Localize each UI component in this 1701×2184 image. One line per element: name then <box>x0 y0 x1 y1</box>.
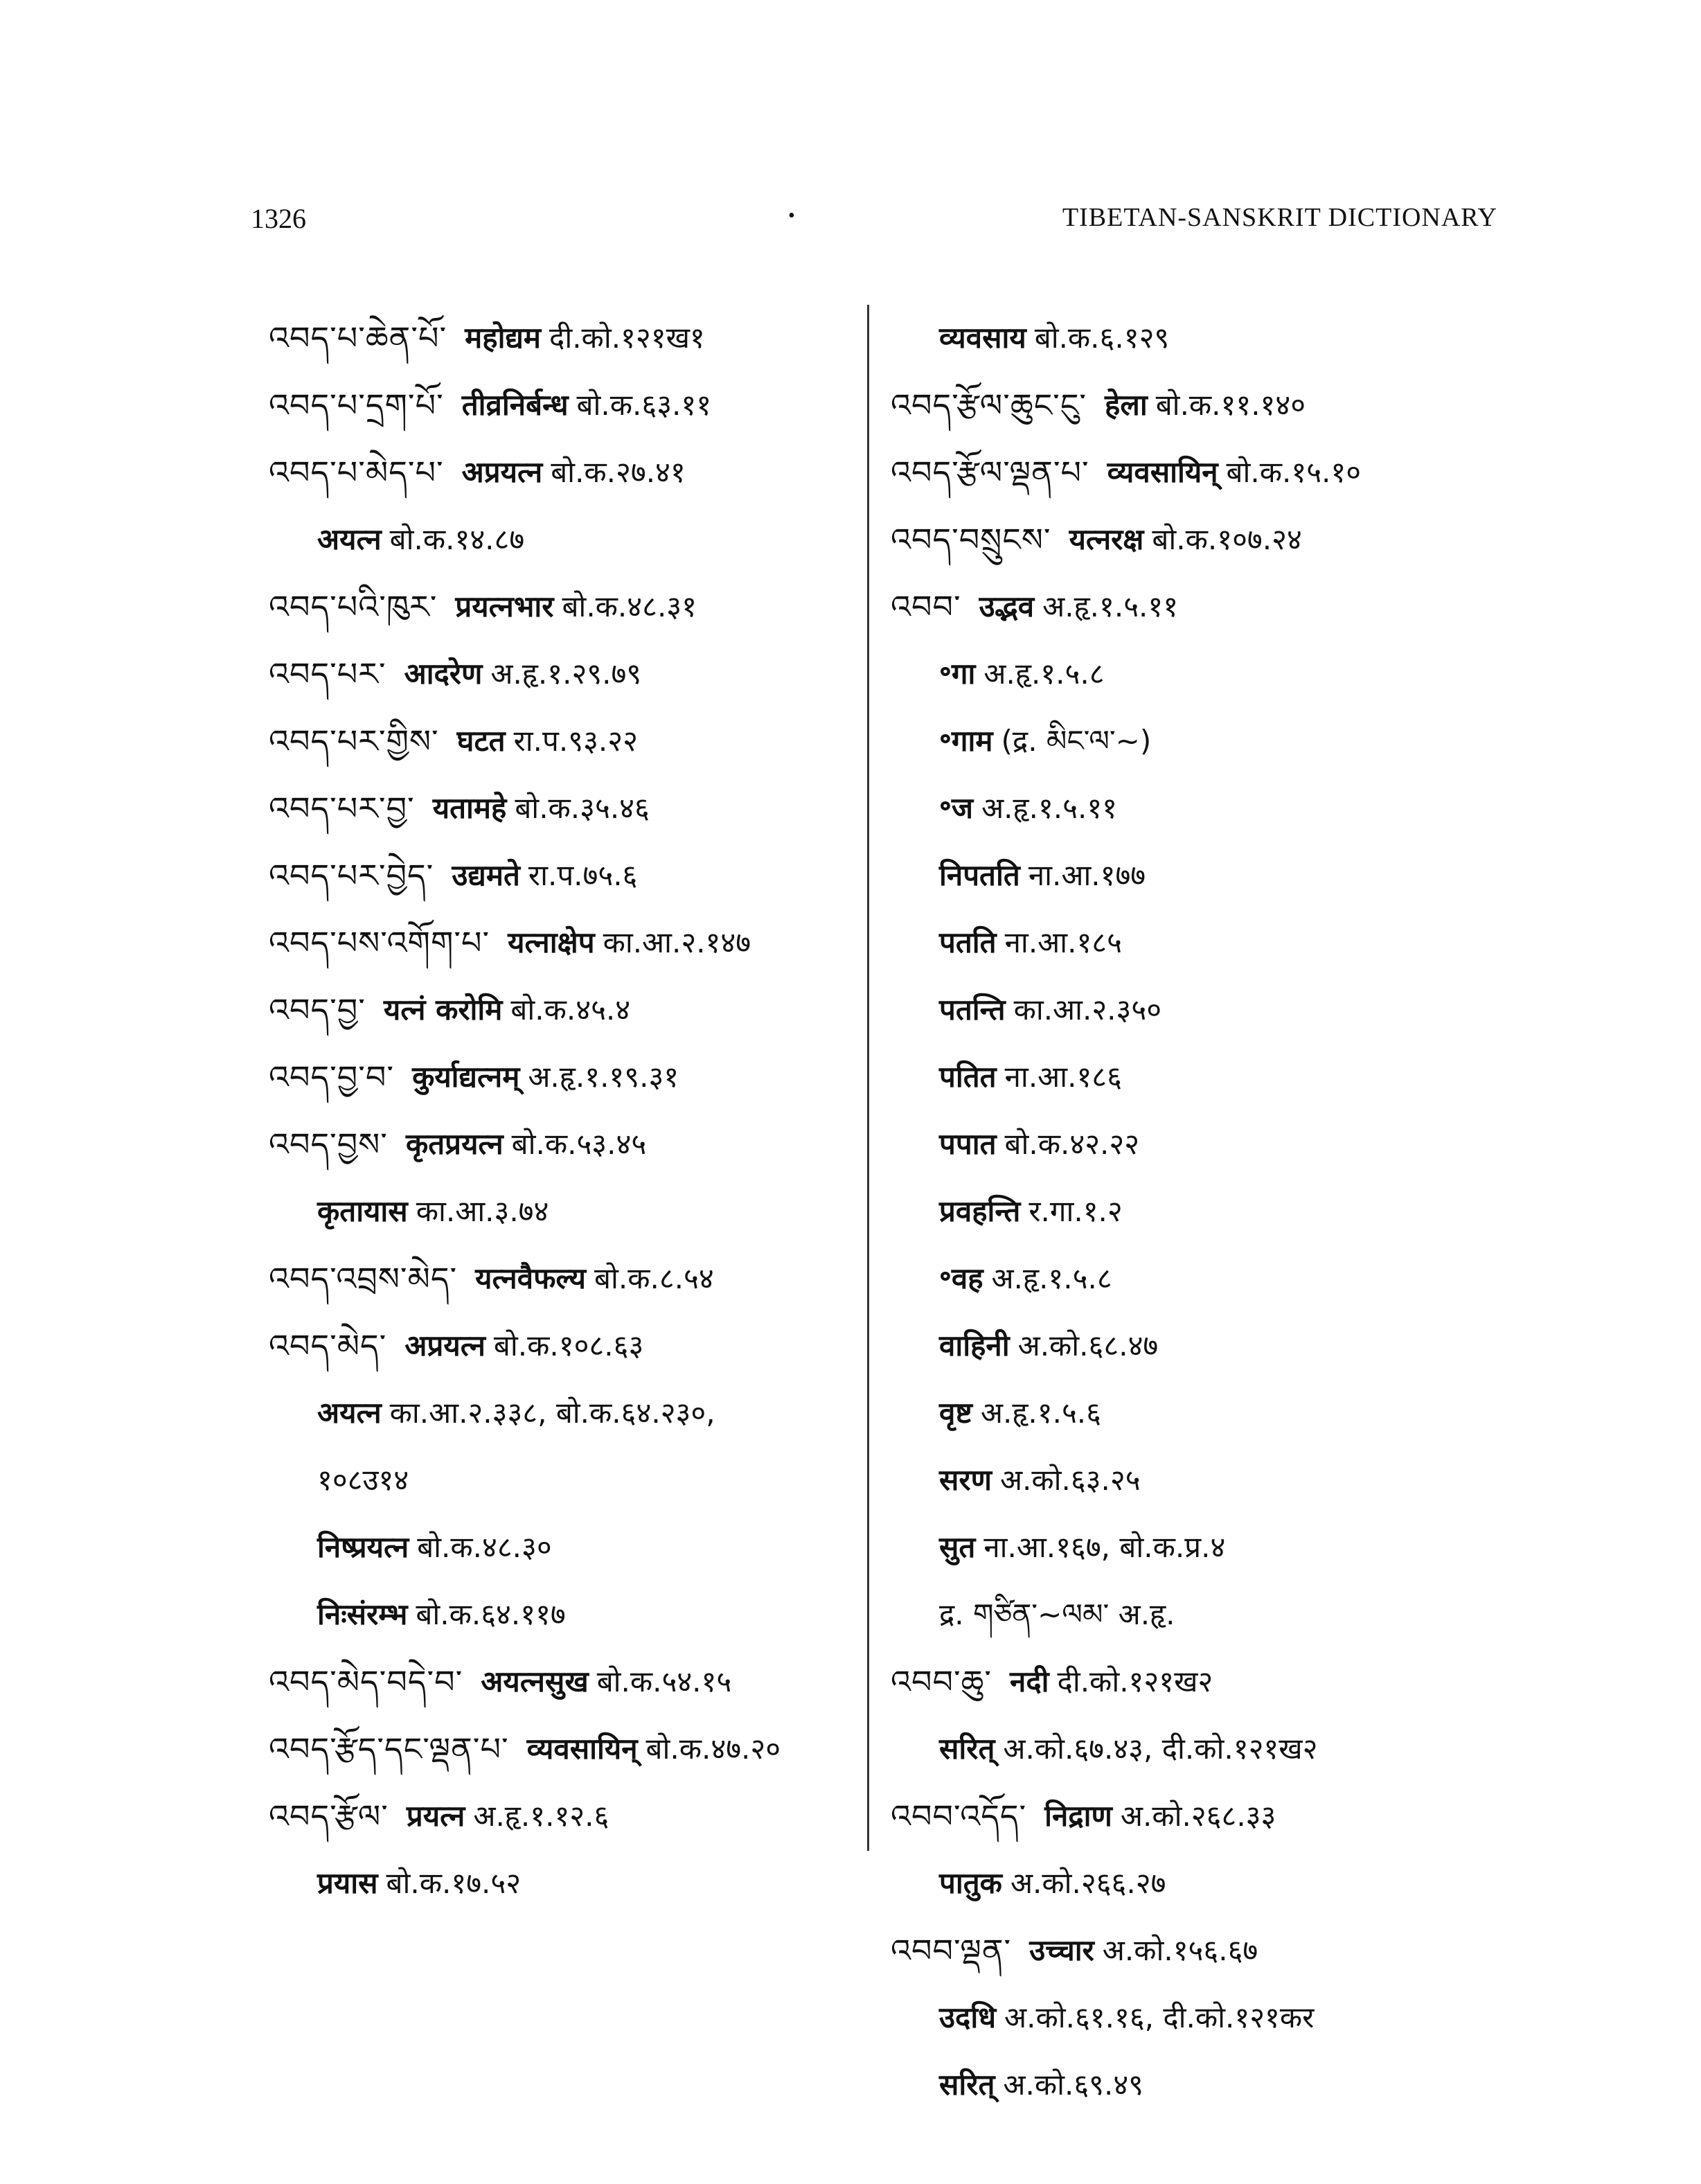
left-column <box>269 317 857 1930</box>
source-reference: बो.क.५३.४५ <box>511 1127 647 1161</box>
sanskrit-equivalent: यत्नवैफल्य <box>475 1261 587 1295</box>
tibetan-headword: འབད་པ་ཆེན་པོ་ <box>269 319 447 357</box>
source-reference: बो.क.४८.३१ <box>562 589 697 623</box>
entry-continuation <box>891 1056 1507 1124</box>
sanskrit-equivalent: पातुक <box>939 1866 1002 1900</box>
sanskrit-equivalent: हेला <box>1105 388 1148 422</box>
entry-continuation <box>891 720 1507 788</box>
source-reference: अ.को.६३.२५ <box>999 1463 1141 1497</box>
dictionary-entry <box>269 384 857 452</box>
sanskrit-equivalent: सरित् <box>939 1732 995 1766</box>
dictionary-entry <box>891 1661 1507 1728</box>
tibetan-headword: འབད་པར་བྱ་ <box>269 790 415 827</box>
source-reference: ना.आ.१६७, बो.क.प्र.४ <box>983 1530 1226 1564</box>
sanskrit-equivalent: तीव्रनिर्बन्ध <box>461 388 569 422</box>
entry-continuation <box>891 1594 1507 1661</box>
tibetan-headword: འབད་འབྲས་མེད་ <box>269 1260 458 1297</box>
entry-continuation <box>891 788 1507 855</box>
dictionary-entry <box>891 586 1507 653</box>
dictionary-entry <box>269 586 857 653</box>
entry-continuation <box>891 1527 1507 1594</box>
source-reference: बो.क.४५.४ <box>510 993 631 1027</box>
entry-continuation <box>269 1459 857 1527</box>
entry-continuation <box>891 1459 1507 1527</box>
sanskrit-equivalent: सरित् <box>939 2068 995 2102</box>
sanskrit-equivalent: ॰गा <box>939 657 976 691</box>
dictionary-entry <box>269 989 857 1056</box>
tibetan-headword: འབད་བསྲུངས་ <box>891 521 1051 558</box>
entry-continuation <box>269 1392 857 1459</box>
source-reference: बो.क.१७.५२ <box>386 1866 522 1900</box>
dictionary-entry <box>269 452 857 519</box>
sanskrit-equivalent: पतित <box>939 1060 997 1094</box>
sanskrit-equivalent: प्रयत्नभार <box>455 589 554 623</box>
entry-continuation <box>269 1863 857 1930</box>
sanskrit-equivalent: पतन्ति <box>939 993 1006 1027</box>
dictionary-entry <box>269 1795 857 1863</box>
entry-continuation <box>891 1124 1507 1191</box>
source-reference: रा.प.७५.६ <box>528 858 638 892</box>
tibetan-headword: འབད་རྩོལ་ཆུང་ངུ་ <box>891 387 1087 424</box>
entry-continuation <box>269 1594 857 1661</box>
sanskrit-equivalent: पतति <box>939 925 997 959</box>
sanskrit-equivalent: निष्प्रयत्न <box>317 1530 409 1564</box>
entry-continuation <box>891 317 1507 384</box>
entry-continuation <box>891 2064 1507 2131</box>
sanskrit-equivalent: व्यवसायिन् <box>526 1732 638 1766</box>
sanskrit-equivalent: निपतति <box>939 858 1020 892</box>
sanskrit-equivalent: नदी <box>1010 1664 1049 1698</box>
source-reference: दी.को.१२१ख१ <box>549 321 705 355</box>
entry-continuation <box>891 855 1507 922</box>
sanskrit-equivalent: प्रयत्न <box>406 1799 465 1833</box>
source-reference: ना.आ.१८५ <box>1004 925 1122 959</box>
source-reference: अ.को.६७.४३, दी.को.१२१ख२ <box>1003 1732 1318 1766</box>
tibetan-headword: འབབ་ལྡན་ <box>891 1932 1012 1969</box>
source-reference: बो.क.१५.१० <box>1226 455 1362 489</box>
dictionary-entry <box>269 1728 857 1795</box>
source-reference: बो.क.१०७.२४ <box>1152 522 1302 556</box>
tibetan-headword: འབད་པར་གྱིས་ <box>269 722 439 760</box>
source-reference: बो.क.२७.४१ <box>551 455 686 489</box>
sanskrit-equivalent: उद्भव <box>979 589 1035 623</box>
dictionary-entry <box>269 922 857 989</box>
source-reference: ना.आ.१८६ <box>1004 1060 1122 1094</box>
dictionary-entry <box>891 452 1507 519</box>
source-reference: बो.क.४७.२० <box>645 1732 781 1766</box>
sanskrit-equivalent: घटत <box>456 724 506 758</box>
source-reference: बो.क.१०८.६३ <box>493 1329 644 1362</box>
sanskrit-equivalent: अप्रयत्न <box>461 455 543 489</box>
dictionary-entry <box>269 653 857 720</box>
header-dot: • <box>788 205 795 227</box>
sanskrit-equivalent: प्रयास <box>317 1866 378 1900</box>
entry-continuation <box>891 653 1507 720</box>
tibetan-headword: འབད་བྱ་བ་ <box>269 1058 395 1096</box>
sanskrit-equivalent: अयत्न <box>317 522 382 556</box>
dictionary-entry <box>891 1795 1507 1863</box>
dictionary-entry <box>269 1056 857 1124</box>
source-reference: र.गा.१.२ <box>1028 1194 1123 1228</box>
source-reference: अ.हृ.१.५.८ <box>983 657 1105 691</box>
tibetan-headword: འབད་པ་དྲག་པོ་ <box>269 387 444 424</box>
dictionary-entry <box>269 317 857 384</box>
dictionary-entry <box>269 1325 857 1392</box>
source-reference: बो.क.८.५४ <box>594 1261 714 1295</box>
sanskrit-equivalent: व्यवसायिन् <box>1107 455 1218 489</box>
tibetan-headword: འབད་པ་མེད་པ་ <box>269 454 444 491</box>
dictionary-entry <box>269 1661 857 1728</box>
source-reference: १०८उ१४ <box>317 1463 409 1497</box>
tibetan-headword: འབད་མེད་བདེ་བ་ <box>269 1663 463 1701</box>
source-reference: अ.को.२६८.३३ <box>1120 1799 1276 1833</box>
source-reference: अ.को.६८.४७ <box>1017 1329 1159 1362</box>
dictionary-entry <box>891 1930 1507 1997</box>
source-reference: अ.को.२६६.२७ <box>1010 1866 1166 1900</box>
source-reference: बो.क.१४.८७ <box>389 522 525 556</box>
tibetan-headword: འབད་པས་འགོག་པ་ <box>269 924 490 961</box>
sanskrit-equivalent: व्यवसाय <box>939 321 1026 355</box>
tibetan-headword: འབད་རྩོལ་ <box>269 1797 389 1835</box>
dictionary-entry <box>891 384 1507 452</box>
dictionary-entry <box>269 720 857 788</box>
entry-continuation <box>891 1997 1507 2064</box>
sanskrit-equivalent: निःसंरम्भ <box>317 1597 408 1631</box>
source-reference: अ.हृ.१.१९.३१ <box>528 1060 679 1094</box>
page-number: 1326 <box>251 203 306 234</box>
source-reference: बो.क.६३.११ <box>576 388 712 422</box>
source-reference: का.आ.२.१४७ <box>603 925 751 959</box>
sanskrit-equivalent: अयत्नसुख <box>481 1664 589 1698</box>
sanskrit-equivalent: यत्नाक्षेप <box>508 925 595 959</box>
source-reference: अ.को.१५६.६७ <box>1102 1933 1258 1967</box>
sanskrit-equivalent: उदधि <box>939 2000 997 2034</box>
tibetan-headword: འབད་པར་ <box>269 655 386 693</box>
entry-continuation <box>269 1527 857 1594</box>
source-reference: बो.क.३५.४६ <box>515 791 650 825</box>
sanskrit-equivalent: वृष्ट <box>939 1396 972 1430</box>
source-reference: अ.हृ.१.२९.७९ <box>490 657 642 691</box>
sanskrit-equivalent: यत्नं करोमि <box>383 993 503 1027</box>
source-reference: द्र. གཙིན་~ལམ་ अ.हृ. <box>939 1597 1175 1631</box>
source-reference: (द्र. མིང་ལ་~) <box>1001 724 1152 758</box>
source-reference: अ.हृ.१.५.११ <box>981 791 1118 825</box>
sanskrit-equivalent: आदरेण <box>404 657 483 691</box>
source-reference: बो.क.६४.११७ <box>416 1597 566 1631</box>
dictionary-entry <box>891 519 1507 586</box>
sanskrit-equivalent: पपात <box>939 1127 997 1161</box>
tibetan-headword: འབད་རྩོད་དང་ལྡན་པ་ <box>269 1730 509 1768</box>
source-reference: दी.को.१२१ख२ <box>1057 1664 1213 1698</box>
entry-continuation <box>891 1258 1507 1325</box>
tibetan-headword: འབབ་ <box>891 588 961 625</box>
sanskrit-equivalent: उच्चार <box>1029 1933 1094 1967</box>
tibetan-headword: འབད་བྱས་ <box>269 1126 388 1163</box>
source-reference: ना.आ.१७७ <box>1028 858 1146 892</box>
sanskrit-equivalent: निद्राण <box>1044 1799 1112 1833</box>
dictionary-entry <box>269 788 857 855</box>
running-title: TIBETAN-SANSKRIT DICTIONARY <box>1062 203 1497 232</box>
sanskrit-equivalent: अप्रयत्न <box>404 1329 486 1362</box>
tibetan-headword: འབད་མེད་ <box>269 1327 387 1365</box>
tibetan-headword: འབད་པའི་ཁུར་ <box>269 588 438 625</box>
source-reference: का.आ.२.३५० <box>1013 993 1162 1027</box>
dictionary-entry <box>269 1124 857 1191</box>
entry-continuation <box>891 1325 1507 1392</box>
entry-continuation <box>891 989 1507 1056</box>
entry-continuation <box>891 1392 1507 1459</box>
source-reference: बो.क.११.१४० <box>1155 388 1306 422</box>
entry-continuation <box>891 922 1507 989</box>
source-reference: बो.क.५४.१५ <box>596 1664 732 1698</box>
source-reference: बो.क.४२.२२ <box>1004 1127 1140 1161</box>
sanskrit-equivalent: ॰वह <box>939 1261 983 1295</box>
sanskrit-equivalent: कृतायास <box>317 1194 408 1228</box>
source-reference: का.आ.२.३३८, बो.क.६४.२३०, <box>389 1396 715 1430</box>
sanskrit-equivalent: यत्नरक्ष <box>1069 522 1144 556</box>
sanskrit-equivalent: सरण <box>939 1463 992 1497</box>
source-reference: अ.हृ.१.१२.६ <box>473 1799 609 1833</box>
sanskrit-equivalent: महोद्यम <box>465 321 542 355</box>
sanskrit-equivalent: कुर्याद्यत्नम् <box>412 1060 520 1094</box>
sanskrit-equivalent: ॰ज <box>939 791 974 825</box>
dictionary-entry <box>269 855 857 922</box>
sanskrit-equivalent: उद्यमते <box>452 858 520 892</box>
sanskrit-equivalent: अयत्न <box>317 1396 382 1430</box>
tibetan-headword: འབབ་ཆུ་ <box>891 1663 992 1701</box>
sanskrit-equivalent: प्रवहन्ति <box>939 1194 1021 1228</box>
entry-continuation <box>891 1728 1507 1795</box>
right-column <box>891 317 1507 2131</box>
column-divider <box>867 305 869 1851</box>
sanskrit-equivalent: ॰गाम <box>939 724 993 758</box>
source-reference: अ.को.६१.१६, दी.को.१२१कर <box>1004 2000 1315 2034</box>
sanskrit-equivalent: कृतप्रयत्न <box>405 1127 504 1161</box>
source-reference: बो.क.४८.३० <box>417 1530 552 1564</box>
entry-continuation <box>269 519 857 586</box>
entry-continuation <box>269 1191 857 1258</box>
source-reference: अ.हृ.१.५.८ <box>991 1261 1112 1295</box>
tibetan-headword: འབབ་འདོད་ <box>891 1797 1027 1835</box>
source-reference: का.आ.३.७४ <box>416 1194 549 1228</box>
source-reference: अ.हृ.१.५.६ <box>980 1396 1102 1430</box>
tibetan-headword: འབད་པར་བྱེད་ <box>269 857 434 894</box>
source-reference: अ.को.६९.४९ <box>1003 2068 1144 2102</box>
source-reference: बो.क.६.१२९ <box>1034 321 1170 355</box>
tibetan-headword: འབད་བྱ་ <box>269 991 366 1029</box>
source-reference: रा.प.९३.२२ <box>513 724 638 758</box>
sanskrit-equivalent: यतामहे <box>432 791 507 825</box>
sanskrit-equivalent: वाहिनी <box>939 1329 1010 1362</box>
source-reference: अ.हृ.१.५.११ <box>1042 589 1179 623</box>
entry-continuation <box>891 1863 1507 1930</box>
tibetan-headword: འབད་རྩོལ་ལྡན་པ་ <box>891 454 1089 491</box>
dictionary-entry <box>269 1258 857 1325</box>
sanskrit-equivalent: सुत <box>939 1530 976 1564</box>
entry-continuation <box>891 1191 1507 1258</box>
